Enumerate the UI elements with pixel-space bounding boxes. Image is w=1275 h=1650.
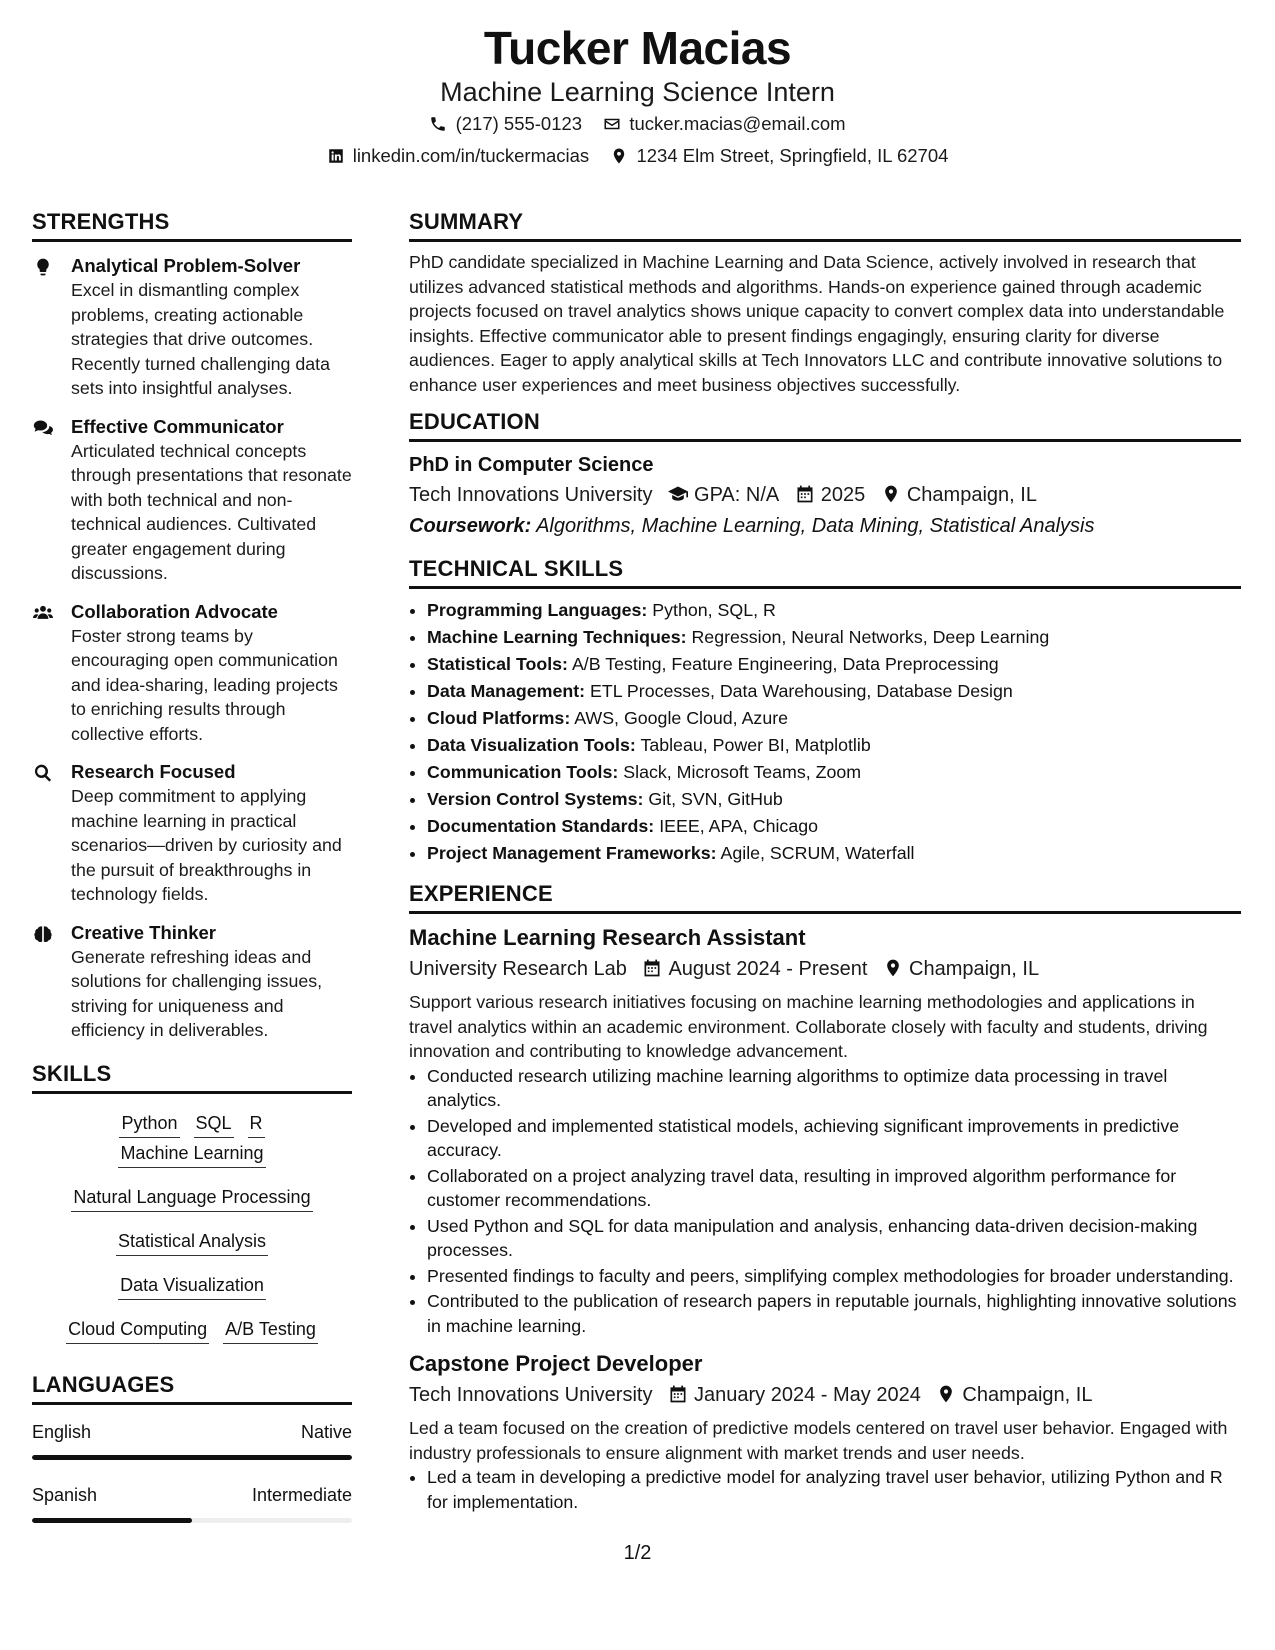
- skill-values: Slack, Microsoft Teams, Zoom: [623, 762, 862, 782]
- strength-item: [32, 415, 352, 586]
- skill-tag: Machine Learning: [118, 1140, 265, 1168]
- gpa: [668, 480, 779, 510]
- org-text: University Research Lab: [409, 958, 627, 980]
- skills-tags: [32, 1102, 352, 1346]
- strengths-list: [32, 250, 352, 1043]
- skills-heading: SKILLS: [32, 1060, 112, 1086]
- list-item: [427, 840, 1241, 867]
- map-pin-icon: [936, 1384, 956, 1404]
- skills-section: [32, 1057, 352, 1346]
- language-item: [32, 1482, 352, 1523]
- list-item: [427, 813, 1241, 840]
- candidate-name: Tucker Macias: [483, 22, 792, 74]
- skill-values: Regression, Neural Networks, Deep Learning: [691, 627, 1050, 647]
- strength-title: Creative Thinker: [71, 921, 216, 943]
- strengths-section: [32, 205, 352, 1043]
- location-text: Champaign, IL: [962, 1384, 1093, 1406]
- language-level: Intermediate: [251, 1484, 352, 1505]
- degree-title: PhD in Computer Science: [409, 454, 654, 476]
- language-row: [32, 1482, 352, 1508]
- education-meta: [409, 480, 1241, 510]
- users-icon: [32, 603, 56, 623]
- skill-category: Cloud Platforms:: [427, 708, 571, 728]
- language-level: Native: [300, 1421, 352, 1442]
- skill-values: IEEE, APA, Chicago: [659, 816, 818, 836]
- strength-title: Effective Communicator: [71, 415, 284, 437]
- envelope-icon: [603, 115, 621, 133]
- strength-item: [32, 254, 352, 401]
- coursework: [409, 510, 1241, 542]
- strength-title: Collaboration Advocate: [71, 600, 278, 622]
- experience-entry: [409, 1348, 1241, 1514]
- calendar-icon: [795, 484, 815, 504]
- linkedin-contact[interactable]: [327, 140, 590, 172]
- phone-icon: [429, 115, 447, 133]
- summary-section: [409, 205, 1241, 397]
- list-item: [427, 732, 1241, 759]
- list-item: [427, 786, 1241, 813]
- education-section: [409, 405, 1241, 542]
- list-item: • Presented findings to faculty and peers, simplifying complex methodologies for broader understanding.: [427, 1264, 1241, 1289]
- linkedin-text[interactable]: linkedin.com/in/tuckermacias: [352, 145, 590, 166]
- email-contact[interactable]: [603, 108, 845, 140]
- list-item: [427, 705, 1241, 732]
- brain-icon: [32, 924, 56, 944]
- skill-category: Communication Tools:: [427, 762, 619, 782]
- strength-item: [32, 921, 352, 1043]
- skill-category: Data Management:: [427, 681, 586, 701]
- section-divider: [32, 1402, 352, 1405]
- job-meta: [409, 1380, 1241, 1410]
- resume-header: [0, 20, 1275, 172]
- skill-tag: Cloud Computing: [66, 1316, 209, 1344]
- job-summary: Led a team focused on the creation of predictive models centered on travel user behavior. Engaged with industry professionals to ensure alignment with market trends and user needs.: [409, 1418, 1228, 1463]
- school-text: Tech Innovations University: [409, 484, 653, 506]
- section-divider: [409, 439, 1241, 442]
- list-item: [427, 678, 1241, 705]
- dates-text: January 2024 - May 2024: [694, 1384, 921, 1406]
- skill-values: Agile, SCRUM, Waterfall: [720, 843, 915, 863]
- strength-desc: Articulated technical concepts through presentations that resonate with both technical and non-technical audiences. Cultivated greater engagement during discussions.: [71, 440, 352, 583]
- organization: [409, 954, 627, 984]
- skill-tag: Statistical Analysis: [116, 1228, 268, 1256]
- skill-values: Python, SQL, R: [652, 600, 776, 620]
- section-divider: [409, 239, 1241, 242]
- skill-category: Statistical Tools:: [427, 654, 568, 674]
- strength-desc: Foster strong teams by encouraging open communication and idea-sharing, leading projects to enriching results through collective efforts.: [71, 625, 338, 744]
- job-dates: [642, 954, 867, 984]
- coursework-list: Algorithms, Machine Learning, Data Mining, Statistical Analysis: [536, 515, 1095, 537]
- skill-tag: R: [248, 1110, 265, 1138]
- technical-skills-list: [409, 597, 1241, 867]
- job-dates: [668, 1380, 921, 1410]
- list-item: • Developed and implemented statistical models, achieving significant improvements in predictive accuracy.: [427, 1114, 1241, 1163]
- skill-category: Documentation Standards:: [427, 816, 655, 836]
- skill-tag: A/B Testing: [223, 1316, 318, 1344]
- job-title-headline: Machine Learning Science Intern: [440, 77, 835, 107]
- address-contact: [610, 140, 948, 172]
- skill-row: [32, 1184, 352, 1214]
- experience-entry: [409, 922, 1241, 1338]
- contact-line-2: [0, 140, 1275, 172]
- job-title: Capstone Project Developer: [409, 1351, 703, 1376]
- job-bullets: [409, 1064, 1241, 1339]
- phone-contact: [429, 108, 582, 140]
- section-divider: [409, 586, 1241, 589]
- page-number: 1/2: [623, 1542, 652, 1564]
- list-item: [427, 597, 1241, 624]
- section-divider: [32, 1091, 352, 1094]
- map-pin-icon: [881, 484, 901, 504]
- skill-tag: Python: [119, 1110, 179, 1138]
- skill-category: Data Visualization Tools:: [427, 735, 636, 755]
- email-text[interactable]: tucker.macias@email.com: [629, 113, 846, 134]
- list-item: [427, 624, 1241, 651]
- skill-values: AWS, Google Cloud, Azure: [574, 708, 789, 728]
- language-name: Spanish: [32, 1484, 98, 1505]
- job-meta: [409, 954, 1241, 984]
- search-icon: [32, 763, 56, 783]
- list-item: • Used Python and SQL for data manipulation and analysis, enhancing data-driven decision-making processes.: [427, 1214, 1241, 1263]
- skill-category: Programming Languages:: [427, 600, 648, 620]
- skill-category: Machine Learning Techniques:: [427, 627, 687, 647]
- skill-values: A/B Testing, Feature Engineering, Data Preprocessing: [571, 654, 999, 674]
- strength-desc: Deep commitment to applying machine learning in practical scenarios—driven by curiosity and the pursuit of breakthroughs in technology fields.: [71, 786, 342, 904]
- left-column: [32, 205, 352, 1523]
- job-location: [883, 954, 1039, 984]
- graduation-cap-icon: [668, 484, 688, 504]
- technical-skills-section: [409, 552, 1241, 867]
- grad-year: [795, 480, 866, 510]
- edu-location: [881, 480, 1037, 510]
- lightbulb-icon: [32, 257, 56, 277]
- map-pin-icon: [610, 147, 628, 165]
- list-item: [427, 651, 1241, 678]
- strength-title: Research Focused: [71, 761, 236, 782]
- dates-text: August 2024 - Present: [668, 958, 868, 980]
- address-text: 1234 Elm Street, Springfield, IL 62704: [636, 145, 949, 166]
- language-item: [32, 1419, 352, 1460]
- strength-desc: Generate refreshing ideas and solutions for challenging issues, striving for uniqueness and efficiency in deliverables.: [71, 946, 323, 1040]
- summary-heading: SUMMARY: [409, 209, 524, 234]
- language-row: [32, 1419, 352, 1445]
- contact-line-1: [0, 108, 1275, 140]
- proficiency-bar: [32, 1455, 352, 1460]
- year-text: 2025: [820, 484, 866, 506]
- skill-row: [32, 1316, 352, 1346]
- linkedin-icon: [327, 147, 345, 165]
- job-summary: Support various research initiatives focusing on machine learning methodologies and applications in travel analytics within an academic environment. Collaborate closely with faculty and students, driving innovation and contributing to knowledge advancement.: [409, 992, 1208, 1061]
- organization: [409, 1380, 652, 1410]
- skill-values: Tableau, Power BI, Matplotlib: [640, 735, 871, 755]
- proficiency-fill: [32, 1518, 192, 1523]
- list-item: [427, 759, 1241, 786]
- list-item: • Contributed to the publication of research papers in reputable journals, highlighting innovative solutions in machine learning.: [427, 1289, 1241, 1338]
- job-bullets: [409, 1465, 1241, 1514]
- location-text: Champaign, IL: [906, 484, 1037, 506]
- experience-section: [409, 877, 1241, 1514]
- strength-desc: Excel in dismantling complex problems, creating actionable strategies that drive outcomes. Recently turned challenging data sets into insightful analyses.: [71, 280, 330, 398]
- skill-row: [32, 1110, 352, 1170]
- strength-title: Analytical Problem-Solver: [71, 255, 301, 276]
- list-item: • Conducted research utilizing machine learning algorithms to optimize data processing in travel analytics.: [427, 1064, 1241, 1113]
- skill-values: Git, SVN, GitHub: [648, 789, 783, 809]
- skill-row: [32, 1228, 352, 1258]
- skill-row: [32, 1272, 352, 1302]
- skill-values: ETL Processes, Data Warehousing, Database Design: [590, 681, 1013, 701]
- list-item: • Led a team in developing a predictive model for analyzing travel user behavior, utilizing Python and R for implementation.: [427, 1465, 1241, 1514]
- strengths-heading: STRENGTHS: [32, 209, 170, 234]
- languages-section: [32, 1368, 352, 1523]
- comments-icon: [32, 418, 56, 438]
- technical-skills-heading: TECHNICAL SKILLS: [409, 556, 624, 581]
- strength-item: [32, 600, 352, 747]
- strength-item: [32, 760, 352, 907]
- language-name: English: [32, 1421, 92, 1442]
- map-pin-icon: [883, 958, 903, 978]
- education-heading: EDUCATION: [409, 409, 540, 434]
- skill-category: Project Management Frameworks:: [427, 843, 717, 863]
- proficiency-fill: [32, 1455, 352, 1460]
- skill-tag: Natural Language Processing: [71, 1184, 312, 1212]
- right-column: [409, 205, 1241, 1524]
- gpa-text: GPA: N/A: [694, 484, 780, 506]
- list-item: • Collaborated on a project analyzing travel data, resulting in improved algorithm performance for customer recommendations.: [427, 1164, 1241, 1213]
- skill-tag: Data Visualization: [118, 1272, 266, 1300]
- job-location: [936, 1380, 1092, 1410]
- skill-category: Version Control Systems:: [427, 789, 644, 809]
- skill-tag: SQL: [194, 1110, 234, 1138]
- section-divider: [409, 911, 1241, 914]
- location-text: Champaign, IL: [909, 958, 1040, 980]
- calendar-icon: [668, 1384, 688, 1404]
- experience-heading: EXPERIENCE: [409, 881, 553, 906]
- languages-heading: LANGUAGES: [32, 1371, 175, 1397]
- school-name: [409, 480, 652, 510]
- summary-text: PhD candidate specialized in Machine Learning and Data Science, actively involved in research that utilizes advanced statistical methods and algorithms. Hands-on experience gained through academic projects focused on travel analytics shows unique capacity to convert complex data into understandable insights. Effective communicator able to present findings engagingly, ensuring clarity for diverse audiences. Eager to apply analytical skills at Tech Innovators LLC and contribute innovative solutions to enhance user experiences and meet business objectives successfully.: [409, 252, 1225, 395]
- proficiency-bar: [32, 1518, 352, 1523]
- job-title: Machine Learning Research Assistant: [409, 925, 806, 950]
- coursework-label: Coursework:: [409, 515, 532, 537]
- phone-text: (217) 555-0123: [455, 113, 583, 134]
- org-text: Tech Innovations University: [409, 1384, 653, 1406]
- section-divider: [32, 239, 352, 242]
- calendar-icon: [642, 958, 662, 978]
